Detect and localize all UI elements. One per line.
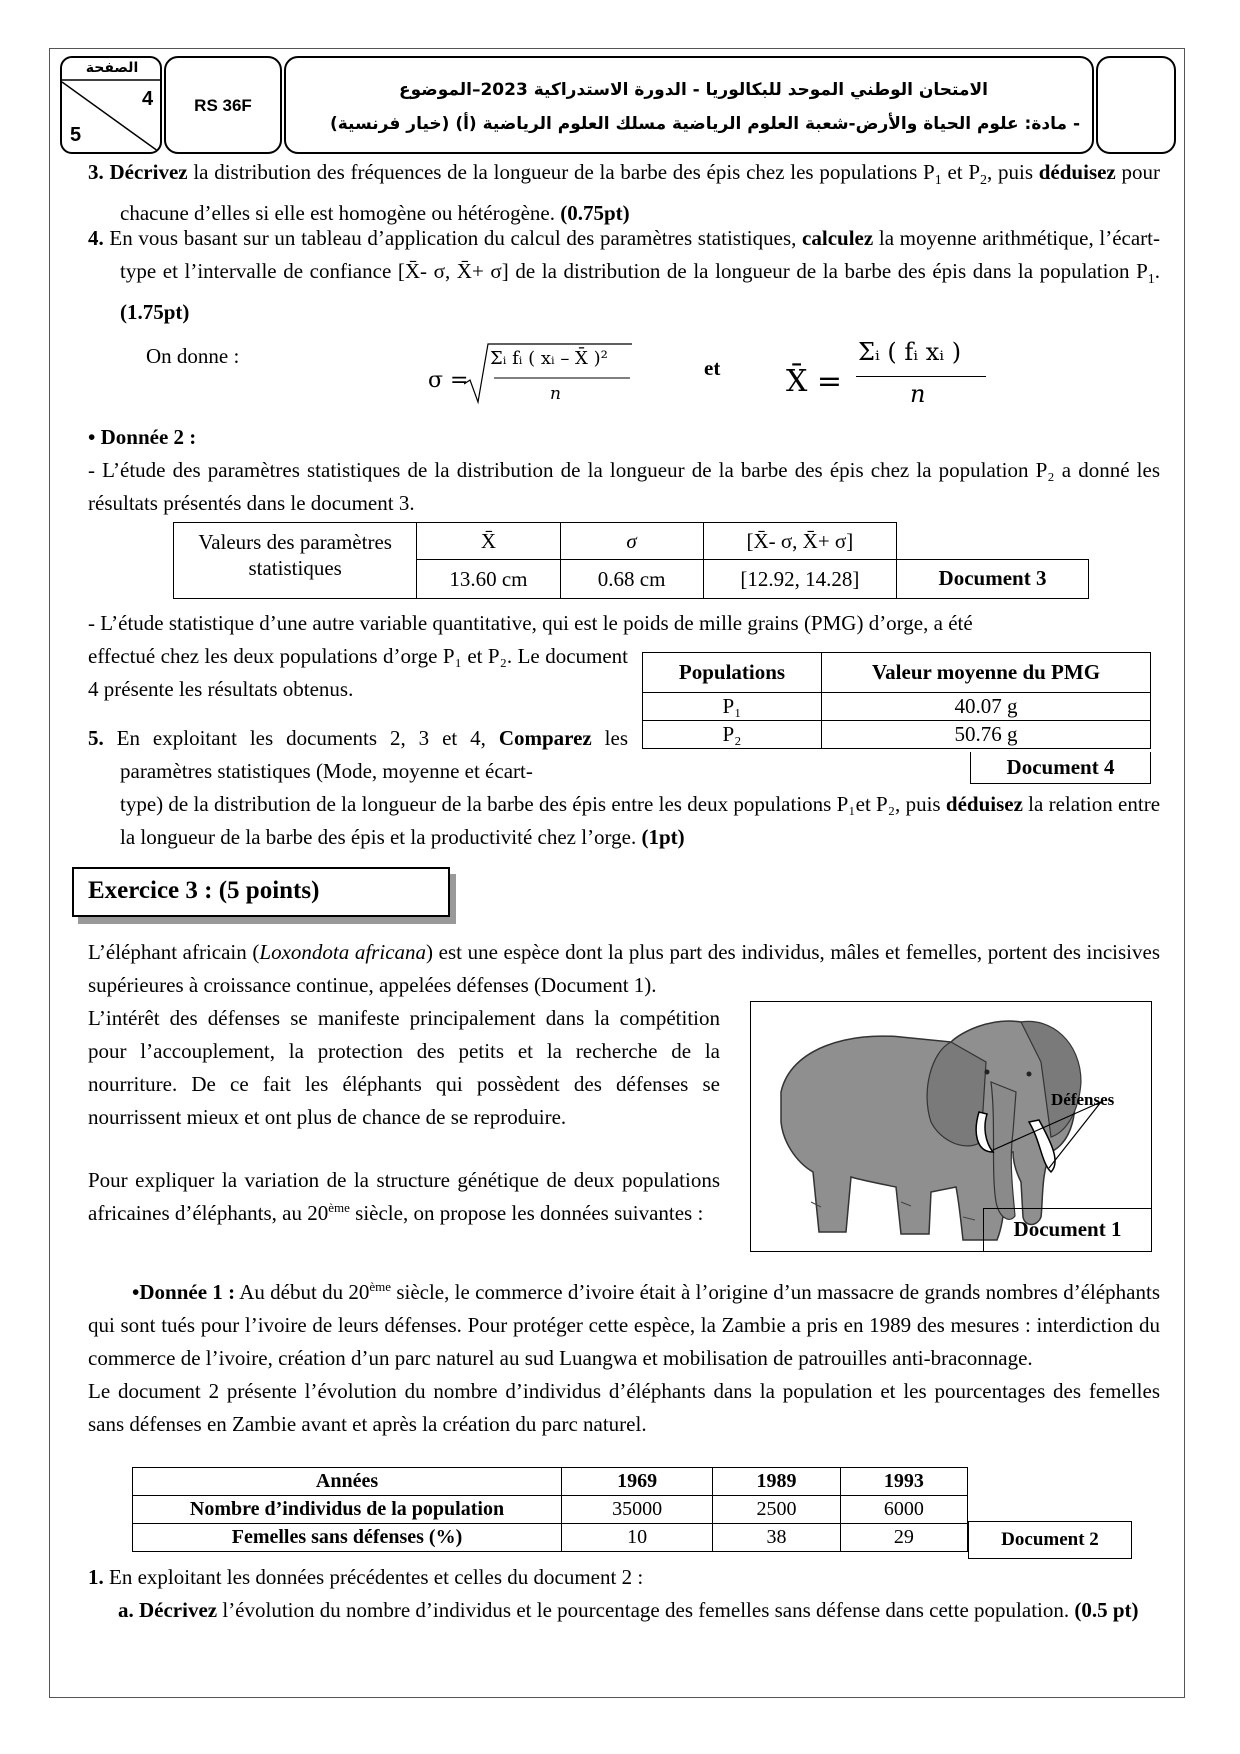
document-1-frame — [750, 1001, 1152, 1252]
donnee1-title: •Donnée 1 : — [132, 1280, 236, 1304]
intro-text4b: siècle, on propose les données suivantes : — [349, 1201, 704, 1225]
intro-text-4 — [88, 1166, 720, 1227]
q5-text3: type) de la distribution de la longueur de la barbe des épis entre les deux populations P₁et P₂, puis — [120, 792, 946, 816]
intro-species: Loxondota africana — [259, 940, 427, 964]
doc2-row2-1993: 29 — [840, 1524, 967, 1552]
donnee-2 — [88, 421, 1160, 520]
question-1a — [118, 1596, 1160, 1624]
exam-title-line2: - مادة: علوم الحياة والأرض-شعبة العلوم الرياضية مسلك العلوم الرياضية (أ) (خيار فرنسية) — [329, 114, 1080, 134]
doc4-label-text: Document 4 — [1006, 755, 1115, 779]
q4-points: (1.75pt) — [120, 300, 190, 325]
doc2-year-1993: 1993 — [840, 1468, 967, 1496]
doc2-row1-1969: 35000 — [562, 1496, 713, 1524]
intro-text2: ) est une espèce dont la plus part des individus, mâles et femelles, portent des incisives supérieures à croissance continue, appelées défenses (Document 1). — [88, 940, 1160, 997]
doc3-value-mean: 13.60 cm — [417, 560, 560, 599]
q3-text2: et P — [941, 160, 981, 184]
doc2-row1-1993: 6000 — [840, 1496, 967, 1524]
sigma-denominator: n — [550, 384, 561, 404]
doc4-pop-1: P₁ — [643, 693, 822, 721]
exam-title-box — [284, 56, 1094, 154]
pmg-text-1: - L’étude statistique d’une autre variable quantitative, qui est le poids de mille grains (PMG) d’orge, a été — [88, 611, 973, 635]
q5-text1: En exploitant les documents 2, 3 et 4, — [103, 726, 499, 750]
page-label: الصفحة — [85, 60, 139, 76]
doc2-label-text: Document 2 — [1001, 1529, 1099, 1550]
doc2-header-label: Années — [133, 1468, 562, 1496]
mean-denominator: n — [910, 380, 926, 408]
doc3-row-label: Valeurs des paramètres statistiques — [174, 523, 417, 599]
q3-sub1: 1 — [934, 173, 942, 189]
page-number-box — [60, 56, 162, 154]
document-4-table — [642, 652, 1151, 749]
q3-verb1: Décrivez — [109, 160, 188, 184]
sigma-formula — [428, 340, 638, 410]
q3-points: (0.75pt) — [560, 201, 630, 226]
intro-text-3: L’intérêt des défenses se manifeste principalement dans la compétition pour l’accouplement, la protection des petits et la recherche de la nourriture. De ce fait les éléphants qui possèdent des défenses se nourrissent mieux et ont plus de chance de se reproduire. — [88, 1006, 720, 1129]
doc4-pmg-1: 40.07 g — [822, 693, 1151, 721]
doc2-year-1969: 1969 — [562, 1468, 713, 1496]
doc2-year-1989: 1989 — [713, 1468, 840, 1496]
exam-code-box — [164, 56, 282, 154]
question-3 — [88, 156, 1160, 230]
tusk-label: Défenses — [1051, 1090, 1115, 1109]
mean-lhs: X̄ = — [786, 364, 843, 399]
document-3-table — [173, 522, 897, 599]
doc3-value-sigma: 0.68 cm — [560, 560, 703, 599]
document-4-label — [970, 752, 1151, 784]
exam-code: RS 36F — [194, 96, 252, 115]
q3-verb2: déduisez — [1038, 160, 1116, 184]
mean-fraction-bar — [856, 376, 986, 377]
question-1 — [88, 1562, 1160, 1592]
q4-text3: . — [1154, 259, 1160, 283]
doc3-header-mean: X̄ — [417, 523, 560, 560]
doc4-header-pmg: Valeur moyenne du PMG — [822, 653, 1151, 693]
doc4-header-populations: Populations — [643, 653, 822, 693]
q4-number: 4. — [88, 226, 104, 250]
document-2-label — [968, 1521, 1132, 1559]
page-number: 4 — [142, 88, 154, 110]
intro-text1: L’éléphant africain ( — [88, 940, 260, 964]
q1-number: 1. — [88, 1565, 104, 1589]
q4-verb: calculez — [802, 226, 874, 250]
mean-formula — [786, 334, 996, 414]
doc2-row2-1969: 10 — [562, 1524, 713, 1552]
donnee1-text3: Le document 2 présente l’évolution du nombre d’individus d’éléphants dans la population et les pourcentages des femelles sans défenses en Zambie avant et après la création du parc naturel. — [88, 1379, 1160, 1436]
mean-numerator: Σᵢ ( fᵢ xᵢ ) — [858, 338, 962, 366]
q3-text4: pour chacune d’elles si elle est homogène ou hétérogène. — [120, 160, 1160, 226]
q5-points: (1pt) — [641, 825, 685, 849]
donnee-1 — [88, 1270, 1160, 1441]
question-5 — [88, 722, 628, 788]
formula-intro: On donne : — [146, 344, 240, 368]
q1a-text: l’évolution du nombre d’individus et le pourcentage des femelles sans défense dans cette population. — [217, 1598, 1075, 1622]
q5-verb2: déduisez — [945, 792, 1023, 816]
q1-text: En exploitant les données précédentes et celles du document 2 : — [103, 1565, 644, 1589]
q5-number: 5. — [88, 726, 104, 750]
document-1-label — [983, 1208, 1151, 1251]
doc4-pop-2: P₂ — [643, 721, 822, 749]
doc2-row2-label: Femelles sans défenses (%) — [133, 1524, 562, 1552]
q1a-points: (0.5 pt) — [1074, 1598, 1139, 1622]
q3-number: 3. — [88, 160, 104, 184]
q4-sub: 1 — [1147, 272, 1155, 288]
doc3-value-interval: [12.92, 14.28] — [703, 560, 896, 599]
q4-text2: la moyenne arithmétique, l’écart-type et l’intervalle de confiance [X̄- σ, X̄+ σ] de la distribution de la longueur de la barbe des épis dans la population P — [120, 226, 1160, 283]
doc2-row1-label: Nombre d’individus de la population — [133, 1496, 562, 1524]
exam-title-line1: الامتحان الوطني الموحد للبكالوريا - الدورة الاستدراكية 2023–الموضوع — [399, 80, 988, 100]
q4-text1: En vous basant sur un tableau d’application du calcul des paramètres statistiques, — [103, 226, 803, 250]
donnee2-title: • Donnée 2 : — [88, 425, 197, 449]
doc3-label-text: Document 3 — [938, 566, 1047, 590]
donnee1-text1: Au début du 20 — [235, 1280, 370, 1304]
q5-text2: les paramètres statistiques (Mode, moyenne et écart- — [120, 726, 628, 783]
q5-text4: la relation entre la longueur de la barbe des épis et la productivité chez l’orge. — [120, 792, 1161, 849]
donnee1-sup: ème — [369, 1279, 392, 1294]
q3-text1: la distribution des fréquences de la longueur de la barbe des épis chez les populations P — [187, 160, 935, 184]
sigma-numerator: Σᵢ fᵢ ( xᵢ – X̄ )² — [490, 348, 608, 369]
question-4 — [88, 222, 1160, 329]
exercise-intro — [88, 936, 1160, 1002]
donnee2-text: - L’étude des paramètres statistiques de la distribution de la longueur de la barbe des épis chez la population P₂ a donné les résultats présentés dans le document 3. — [88, 458, 1160, 515]
pmg-text-2: effectué chez les deux populations d’orge P₁ et P₂. Le document 4 présente les résultats obtenus. — [88, 644, 628, 701]
exercise-3-title: Exercice 3 : (5 points) — [88, 877, 320, 904]
q3-sub2: 2 — [980, 173, 988, 189]
page-total: 5 — [70, 124, 82, 146]
sigma-lhs: σ = — [428, 368, 469, 393]
doc3-header-interval: [X̄- σ, X̄+ σ] — [703, 523, 896, 560]
intro-sup: ème — [328, 1200, 350, 1215]
exercise-3-title-box — [72, 867, 450, 917]
doc1-label-text: Document 1 — [1013, 1217, 1122, 1241]
q1a-number: a. — [118, 1598, 134, 1622]
q3-text3: , puis — [987, 160, 1039, 184]
donnee1-text2: siècle, le commerce d’ivoire était à l’origine d’un massacre de grands nombres d’éléphants qui sont tués pour l’ivoire de leurs défenses. Pour protéger cette espèce, la Zambie a pris en 1989 des mesures : interdiction du commerce de l’ivoire, création d’un parc naturel au sud Luangwa et mobilisation de patrouilles anti-braconnage. — [88, 1280, 1160, 1370]
question-5-cont — [120, 788, 1160, 854]
q1a-verb: Décrivez — [139, 1598, 218, 1622]
intro-text4a: Pour expliquer la variation de la structure génétique de deux populations africaines d’éléphants, au 20 — [88, 1168, 720, 1225]
doc2-row1-1989: 2500 — [713, 1496, 840, 1524]
document-3-label — [897, 559, 1089, 599]
doc3-header-sigma: σ — [560, 523, 703, 560]
logo-box — [1096, 56, 1176, 154]
formula-and: et — [704, 356, 721, 380]
q5-verb1: Comparez — [498, 726, 592, 750]
doc2-row2-1989: 38 — [713, 1524, 840, 1552]
document-2-table — [132, 1467, 968, 1552]
doc4-pmg-2: 50.76 g — [822, 721, 1151, 749]
